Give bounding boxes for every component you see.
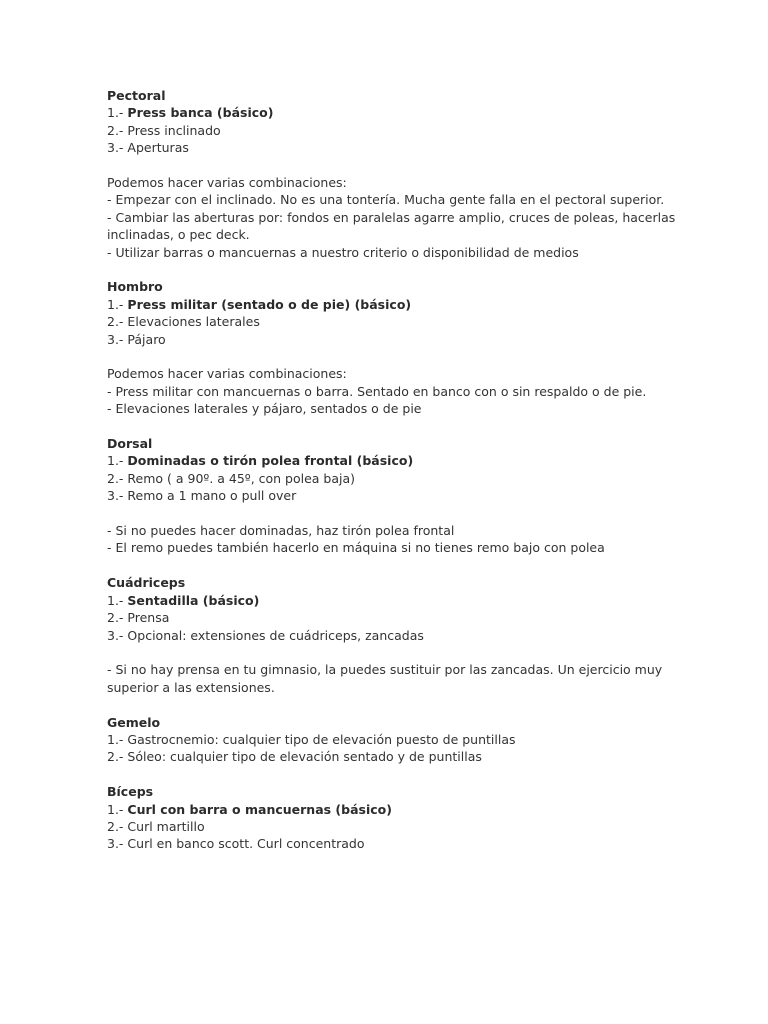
list-item: 3.- Aperturas bbox=[107, 140, 189, 156]
section-title: Bíceps bbox=[107, 784, 154, 800]
list-item: 1.- Dominadas o tirón polea frontal (básico) bbox=[107, 453, 414, 469]
note-line: - Elevaciones laterales y pájaro, sentados o de pie bbox=[107, 401, 422, 417]
list-item: 1.- Curl con barra o mancuernas (básico) bbox=[107, 801, 392, 817]
list-item: 1.- Sentadilla (básico) bbox=[107, 592, 260, 608]
list-item: 3.- Remo a 1 mano o pull over bbox=[107, 488, 297, 504]
list-item: 3.- Opcional: extensiones de cuádriceps, zancadas bbox=[107, 627, 424, 643]
note-line: - Utilizar barras o mancuernas a nuestro criterio o disponibilidad de medios bbox=[107, 244, 579, 260]
section-cuadriceps bbox=[107, 574, 707, 644]
list-item: 2.- Curl martillo bbox=[107, 818, 205, 834]
list-item: 3.- Pájaro bbox=[107, 331, 166, 347]
section-notes bbox=[107, 174, 707, 261]
note-line: Podemos hacer varias combinaciones: bbox=[107, 175, 347, 191]
section-biceps bbox=[107, 783, 707, 853]
list-item: 2.- Press inclinado bbox=[107, 122, 221, 138]
note-line: - Si no hay prensa en tu gimnasio, la puedes sustituir por las zancadas. Un ejercicio muy superior a las extensiones. bbox=[107, 662, 663, 695]
list-item: 1.- Press militar (sentado o de pie) (básico) bbox=[107, 296, 412, 312]
list-item: 1.- Press banca (básico) bbox=[107, 105, 274, 121]
note-line: - Empezar con el inclinado. No es una tontería. Mucha gente falla en el pectoral superior. bbox=[107, 192, 665, 208]
list-item: 2.- Sóleo: cualquier tipo de elevación sentado y de puntillas bbox=[107, 749, 482, 765]
section-notes bbox=[107, 522, 707, 557]
list-item: 3.- Curl en banco scott. Curl concentrado bbox=[107, 836, 365, 852]
list-item: 2.- Elevaciones laterales bbox=[107, 314, 260, 330]
list-item: 2.- Remo ( a 90º. a 45º, con polea baja) bbox=[107, 470, 356, 486]
note-line: - El remo puedes también hacerlo en máquina si no tienes remo bajo con polea bbox=[107, 540, 605, 556]
section-pectoral bbox=[107, 87, 707, 157]
note-line: Podemos hacer varias combinaciones: bbox=[107, 366, 347, 382]
note-line: - Cambiar las aberturas por: fondos en paralelas agarre amplio, cruces de poleas, hacerlas inclinadas, o pec deck. bbox=[107, 209, 676, 243]
section-title: Pectoral bbox=[107, 88, 166, 103]
list-item: 2.- Prensa bbox=[107, 610, 170, 626]
section-gemelo bbox=[107, 714, 707, 766]
section-title: Cuádriceps bbox=[107, 575, 186, 591]
list-item: 1.- Gastrocnemio: cualquier tipo de elevación puesto de puntillas bbox=[107, 731, 516, 747]
section-title: Dorsal bbox=[107, 436, 153, 452]
section-title: Gemelo bbox=[107, 714, 161, 730]
note-line: - Press militar con mancuernas o barra. Sentado en banco con o sin respaldo o de pie. bbox=[107, 383, 647, 399]
note-line: - Si no puedes hacer dominadas, haz tirón polea frontal bbox=[107, 523, 455, 539]
section-hombro bbox=[107, 278, 707, 348]
section-title: Hombro bbox=[107, 279, 163, 295]
section-notes bbox=[107, 365, 707, 417]
section-dorsal bbox=[107, 435, 707, 505]
document-body bbox=[107, 87, 707, 853]
section-notes bbox=[107, 661, 707, 696]
